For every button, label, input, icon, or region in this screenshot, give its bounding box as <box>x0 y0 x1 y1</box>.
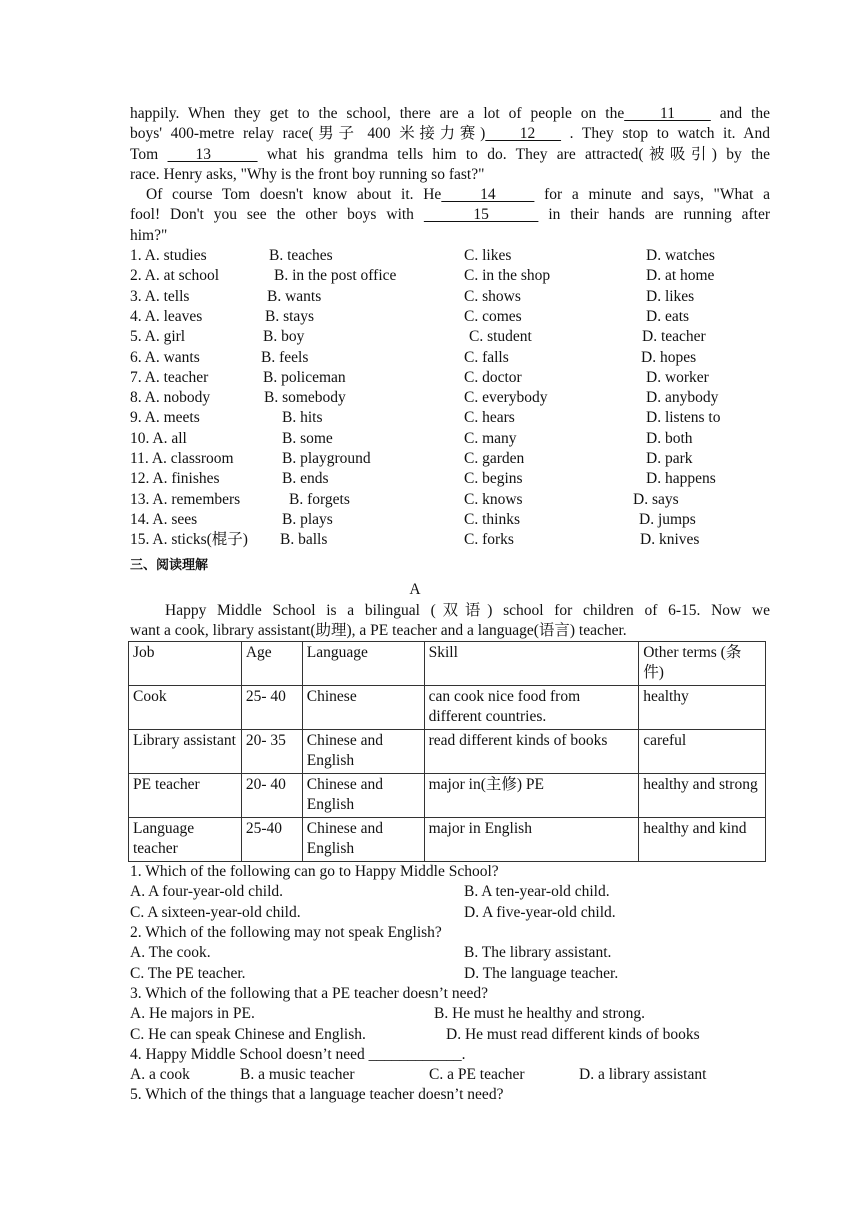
table-cell: can cook nice food from different countries. <box>424 686 639 730</box>
option-c: C. student <box>469 328 532 346</box>
option-c: C. knows <box>464 490 523 508</box>
option-b: B. ends <box>282 470 329 488</box>
option-a: 11. A. classroom <box>130 450 234 468</box>
option-b: B. plays <box>282 510 333 528</box>
option-row <box>130 266 770 286</box>
option-d: D. teacher <box>642 328 706 346</box>
header-cell: Job <box>129 642 242 686</box>
option-a: 8. A. nobody <box>130 389 211 407</box>
option-row <box>130 449 770 469</box>
option-a: 1. A. studies <box>130 247 207 265</box>
choice-row <box>130 903 770 923</box>
option-c: C. everybody <box>464 389 548 407</box>
table-row <box>129 818 766 862</box>
option-b: B. balls <box>280 531 328 549</box>
option-d: D. anybody <box>646 389 719 407</box>
choice-b: B. a music teacher <box>240 1066 355 1084</box>
option-a: 7. A. teacher <box>130 368 209 386</box>
option-d: D. knives <box>640 531 700 549</box>
passage-label: A <box>409 580 421 598</box>
option-d: D. likes <box>646 287 695 305</box>
passage-line: fool! Don't you see the other boys with 15 in their hands are running after <box>130 206 770 224</box>
option-b: B. hits <box>282 409 323 427</box>
table-cell: 20- 40 <box>241 774 302 818</box>
choice-d: D. A five-year-old child. <box>464 903 616 921</box>
option-row <box>130 246 770 266</box>
question-stem: 4. Happy Middle School doesn’t need ____________. <box>130 1045 466 1063</box>
option-b: B. playground <box>282 450 371 468</box>
table-cell: Library assistant <box>129 730 242 774</box>
option-row <box>130 368 770 388</box>
option-a: 10. A. all <box>130 429 187 447</box>
option-a: 2. A. at school <box>130 267 220 285</box>
table-cell: PE teacher <box>129 774 242 818</box>
option-b: B. wants <box>267 287 322 305</box>
question-stem: 5. Which of the things that a language teacher doesn’t need? <box>130 1086 504 1104</box>
option-c: C. forks <box>464 531 514 549</box>
choice-d: D. a library assistant <box>579 1066 707 1084</box>
option-row <box>130 307 770 327</box>
table-cell: Chinese and English <box>302 774 424 818</box>
choice-d: D. The language teacher. <box>464 964 619 982</box>
choice-row <box>130 882 770 902</box>
option-row <box>130 510 770 530</box>
option-row <box>130 469 770 489</box>
option-a: 4. A. leaves <box>130 307 203 325</box>
table-cell: 25-40 <box>241 818 302 862</box>
table-header-row <box>129 642 766 686</box>
choice-a: A. a cook <box>130 1066 190 1084</box>
option-row <box>130 408 770 428</box>
passage-line: Tom 13 what his grandma tells him to do. They are attracted(被吸引) by the <box>130 145 771 163</box>
option-a: 3. A. tells <box>130 287 190 305</box>
table-cell: Language teacher <box>129 818 242 862</box>
option-b: B. somebody <box>264 389 346 407</box>
blank-11: 11 <box>624 105 711 122</box>
blank-13: 13 <box>167 145 258 163</box>
option-d: D. happens <box>646 470 716 488</box>
option-row <box>130 429 770 449</box>
option-d: D. listens to <box>646 409 721 427</box>
header-cell: Skill <box>424 642 639 686</box>
option-d: D. eats <box>646 307 690 325</box>
option-row <box>130 388 770 408</box>
option-c: C. shows <box>464 287 521 305</box>
option-d: D. jumps <box>639 510 696 528</box>
worksheet-page <box>130 104 770 1106</box>
intro-line: want a cook, library assistant(助理), a PE teacher and a language(语言) teacher. <box>130 621 627 639</box>
option-c: C. doctor <box>464 368 522 386</box>
option-d: D. park <box>646 450 693 468</box>
intro-line: Happy Middle School is a bilingual (双语) school for children of 6-15. Now we <box>165 601 770 619</box>
choice-row <box>130 1025 770 1045</box>
option-row <box>130 530 770 550</box>
option-b: B. in the post office <box>274 267 397 285</box>
option-b: B. forgets <box>289 490 350 508</box>
option-a: 9. A. meets <box>130 409 200 427</box>
choice-row <box>130 1004 770 1024</box>
option-a: 6. A. wants <box>130 348 200 366</box>
option-b: B. boy <box>263 328 305 346</box>
table-cell: healthy and kind <box>639 818 766 862</box>
table-cell: major in(主修) PE <box>424 774 639 818</box>
question-stem: 2. Which of the following may not speak English? <box>130 924 442 942</box>
table-cell: Chinese <box>302 686 424 730</box>
choice-row <box>130 964 770 984</box>
table-cell: Chinese and English <box>302 730 424 774</box>
option-row <box>130 490 770 510</box>
table-row <box>129 686 766 730</box>
option-a: 12. A. finishes <box>130 470 220 488</box>
choice-a: A. A four-year-old child. <box>130 883 284 901</box>
option-d: D. worker <box>646 368 709 386</box>
header-cell: Language <box>302 642 424 686</box>
option-c: C. hears <box>464 409 515 427</box>
choice-c: C. A sixteen-year-old child. <box>130 903 301 921</box>
option-d: D. hopes <box>641 348 697 366</box>
passage-line: him?" <box>130 226 168 244</box>
option-c: C. many <box>464 429 517 447</box>
option-c: C. falls <box>464 348 509 366</box>
passage-line: boys' 400-metre relay race(男子 400 米接力赛) 12 . They stop to watch it. And <box>130 125 770 143</box>
option-c: C. likes <box>464 247 512 265</box>
option-b: B. stays <box>265 307 315 325</box>
table-cell: major in English <box>424 818 639 862</box>
blank-14: 14 <box>441 186 535 204</box>
reading-questions <box>130 862 770 1106</box>
passage-line: race. Henry asks, "Why is the front boy running so fast?" <box>130 165 485 183</box>
option-a: 14. A. sees <box>130 510 198 528</box>
option-c: C. in the shop <box>464 267 551 285</box>
choice-a: A. He majors in PE. <box>130 1005 255 1023</box>
cloze-options <box>130 246 770 550</box>
question-stem: 3. Which of the following that a PE teacher doesn’t need? <box>130 984 488 1002</box>
choice-c: C. He can speak Chinese and English. <box>130 1025 366 1043</box>
option-b: B. teaches <box>269 247 333 265</box>
table-cell: 25- 40 <box>241 686 302 730</box>
option-c: C. comes <box>464 307 522 325</box>
choice-c: C. The PE teacher. <box>130 964 246 982</box>
option-c: C. begins <box>464 470 523 488</box>
table-row <box>129 774 766 818</box>
table-cell: healthy <box>639 686 766 730</box>
option-b: B. some <box>282 429 333 447</box>
option-a: 15. A. sticks(棍子) <box>130 531 248 549</box>
choice-row <box>130 943 770 963</box>
choice-b: B. The library assistant. <box>464 944 612 962</box>
choice-d: D. He must read different kinds of books <box>446 1025 700 1043</box>
option-d: D. watches <box>646 247 715 265</box>
question-stem: 1. Which of the following can go to Happy Middle School? <box>130 863 499 881</box>
passage-line: happily. When they get to the school, there are a lot of people on the 11 and the <box>130 105 770 122</box>
table-row <box>129 730 766 774</box>
reading-intro <box>130 601 770 642</box>
option-d: D. says <box>633 490 679 508</box>
choice-c: C. a PE teacher <box>429 1066 525 1084</box>
table-cell: Chinese and English <box>302 818 424 862</box>
option-d: D. at home <box>646 267 715 285</box>
choice-a: A. The cook. <box>130 944 211 962</box>
blank-12: 12 <box>485 125 562 143</box>
jobs-table <box>128 641 766 862</box>
option-c: C. thinks <box>464 510 520 528</box>
cloze-passage <box>130 104 770 246</box>
option-d: D. both <box>646 429 693 447</box>
table-cell: read different kinds of books <box>424 730 639 774</box>
header-cell: Age <box>241 642 302 686</box>
table-cell: healthy and strong <box>639 774 766 818</box>
option-row <box>130 348 770 368</box>
passage-line: Of course Tom doesn't know about it. He 14 for a minute and says, "What a <box>146 186 771 204</box>
table-cell: Cook <box>129 686 242 730</box>
option-b: B. feels <box>261 348 309 366</box>
option-b: B. policeman <box>263 368 346 386</box>
table-cell: 20- 35 <box>241 730 302 774</box>
table-cell: careful <box>639 730 766 774</box>
choice-b: B. A ten-year-old child. <box>464 883 610 901</box>
option-row <box>130 327 770 347</box>
option-row <box>130 287 770 307</box>
option-a: 5. A. girl <box>130 328 186 346</box>
header-cell: Other terms (条件) <box>639 642 766 686</box>
option-a: 13. A. remembers <box>130 490 241 508</box>
blank-15: 15 <box>423 206 539 224</box>
choice-b: B. He must he healthy and strong. <box>434 1005 645 1023</box>
choice-row <box>130 1065 770 1085</box>
option-c: C. garden <box>464 450 525 468</box>
section-title: 三、阅读理解 <box>130 557 209 573</box>
